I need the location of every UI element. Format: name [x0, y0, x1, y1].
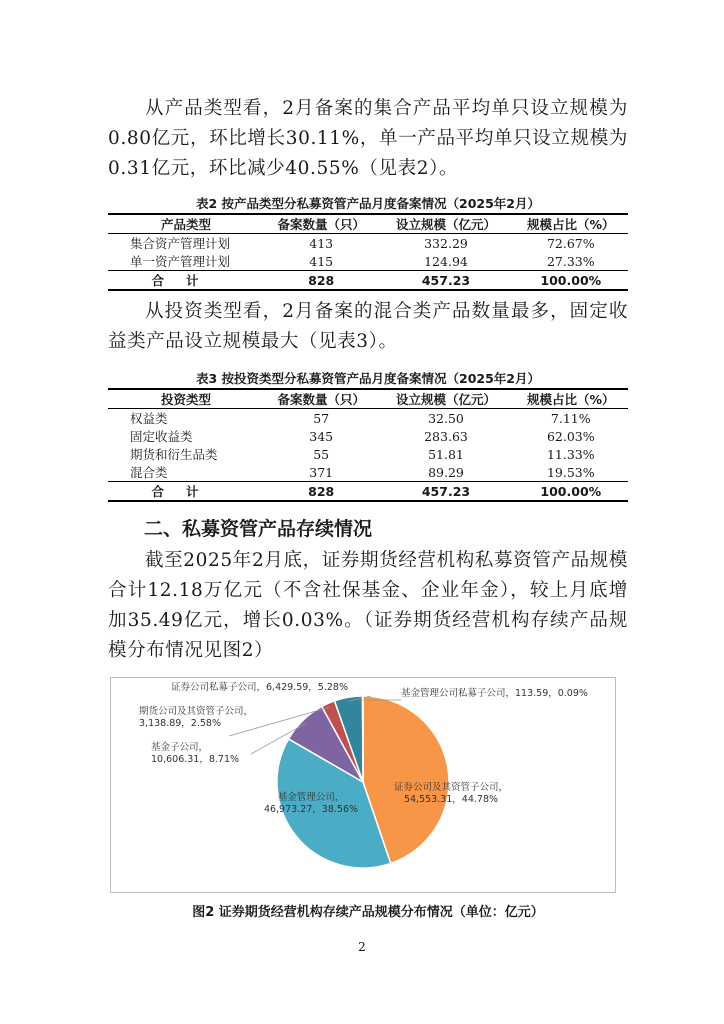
pie-slice-5 — [362, 696, 363, 782]
table-row — [108, 409, 628, 428]
table3-cell: 期货和衍生品类 — [130, 447, 218, 462]
table2-cell: 72.67% — [546, 235, 595, 251]
table2-cell: 集合资产管理计划 — [130, 236, 231, 251]
table2-cell: 828 — [264, 271, 378, 291]
table3-cell: 371 — [309, 464, 334, 480]
figure-caption: 图2 证券期货经营机构存续产品规模分布情况（单位：亿元） — [192, 905, 544, 920]
table3 — [108, 388, 628, 502]
table3-cell: 57 — [313, 410, 330, 426]
table2-cell: 415 — [309, 253, 334, 269]
table2-cell: 100.00% — [514, 271, 628, 291]
pie-chart — [111, 678, 615, 892]
pie-label-0: 证券公司及其资管子公司， 54,553.31，44.78% — [393, 782, 509, 805]
table2-cell: 457.23 — [378, 271, 513, 291]
table2-header-cell: 产品类型 — [108, 214, 264, 234]
table-row — [108, 463, 628, 482]
table-row — [108, 427, 628, 445]
table3-cell: 100.00% — [514, 482, 628, 502]
pie-label-1: 基金管理公司， 46,973.27，38.56% — [263, 792, 359, 815]
table3-cell: 权益类 — [130, 411, 168, 426]
table3-cell: 51.81 — [428, 446, 464, 462]
table3-cell: 345 — [309, 428, 334, 444]
table3-cell: 19.53% — [546, 464, 595, 480]
paragraph-product-type: 从产品类型看，2月备案的集合产品平均单只设立规模为0.80亿元，环比增长30.11%，单一产品平均单只设立规模为0.31亿元，环比减少40.55%（见表2）。 — [108, 98, 628, 179]
table3-cell: 89.29 — [428, 464, 464, 480]
table3-header-cell: 规模占比（%） — [514, 389, 628, 409]
table-row — [108, 234, 628, 253]
table-total-row — [108, 271, 628, 291]
table3-cell: 固定收益类 — [130, 429, 193, 444]
table3-cell: 828 — [264, 482, 378, 502]
paragraph-investment-type: 从投资类型看，2月备案的混合类产品数量最多，固定收益类产品设立规模最大（见表3）。 — [108, 301, 628, 352]
table3-caption: 表3 按投资类型分私募资管产品月度备案情况（2025年2月） — [195, 371, 541, 386]
table2-cell: 27.33% — [546, 253, 595, 269]
table-total-row — [108, 482, 628, 502]
table3-header-cell: 投资类型 — [108, 389, 264, 409]
table2-header-cell: 规模占比（%） — [514, 214, 628, 234]
pie-chart-frame — [110, 677, 616, 893]
table2-header-cell: 备案数量（只） — [264, 214, 378, 234]
table3-cell: 457.23 — [378, 482, 513, 502]
pie-label-2: 基金子公司， 10,606.31，8.71% — [151, 742, 240, 765]
table-row — [108, 252, 628, 271]
section-heading: 二、私募资管产品存续情况 — [144, 518, 373, 540]
table2 — [108, 213, 628, 291]
table3-cell: 11.33% — [546, 446, 595, 462]
table3-header-cell: 设立规模（亿元） — [378, 389, 513, 409]
table3-cell: 32.50 — [428, 410, 464, 426]
table3-cell: 混合类 — [130, 465, 168, 480]
table2-cell: 单一资产管理计划 — [130, 254, 231, 269]
pie-label-4: 证券公司私募子公司，6,429.59，5.28% — [171, 682, 348, 693]
table3-cell: 283.63 — [424, 428, 468, 444]
paragraph-scale-summary: 截至2025年2月底，证券期货经营机构私募资管产品规模合计12.18万亿元（不含社保基金、企业年金），较上月底增加35.49亿元，增长0.03%。（证券期货经营机构存续产品规模分布情况见图2） — [108, 550, 628, 661]
page-number: 2 — [358, 940, 366, 954]
table-row — [108, 445, 628, 463]
table2-caption: 表2 按产品类型分私募资管产品月度备案情况（2025年2月） — [195, 196, 541, 211]
table2-cell: 合计 — [108, 271, 264, 291]
table3-cell: 合计 — [108, 482, 264, 502]
table3-cell: 55 — [313, 446, 330, 462]
table2-cell: 332.29 — [424, 235, 468, 251]
table3-cell: 7.11% — [550, 410, 591, 426]
table3-header-cell: 备案数量（只） — [264, 389, 378, 409]
table3-cell: 62.03% — [546, 428, 595, 444]
pie-label-3: 期货公司及其资管子公司， 3,138.89，2.58% — [139, 706, 254, 729]
table2-cell: 124.94 — [424, 253, 468, 269]
table2-cell: 413 — [309, 235, 334, 251]
table2-header-cell: 设立规模（亿元） — [378, 214, 513, 234]
pie-label-5: 基金管理公司私募子公司，113.59，0.09% — [401, 688, 588, 699]
